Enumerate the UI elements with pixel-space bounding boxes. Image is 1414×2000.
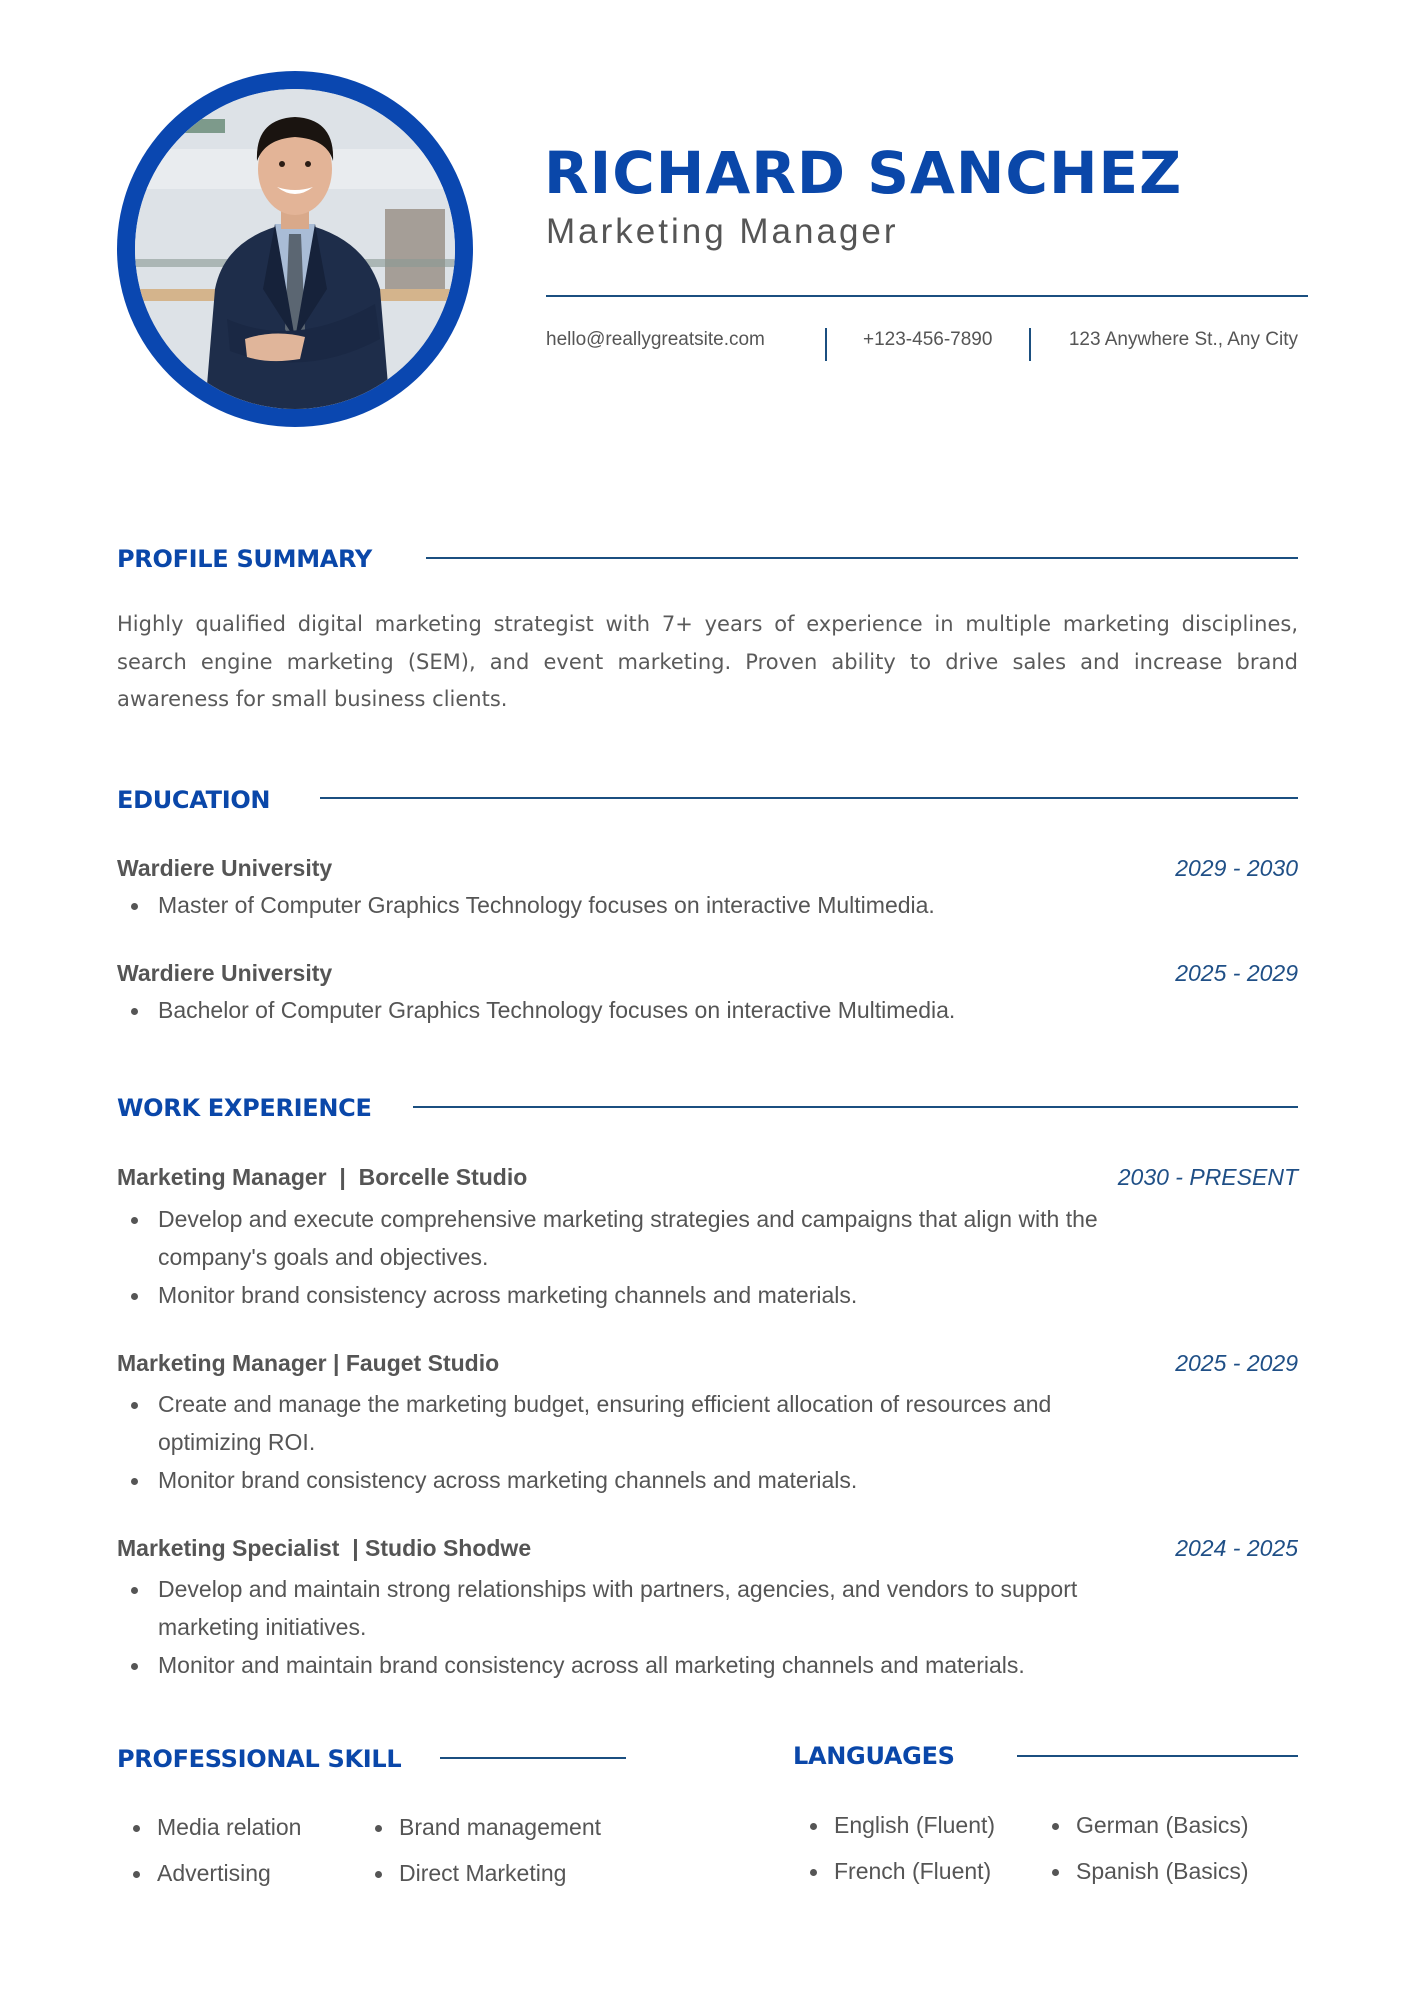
header-divider bbox=[546, 295, 1308, 297]
education-dates: 2025 - 2029 bbox=[1175, 960, 1298, 986]
language-item: French (Fluent) bbox=[810, 1852, 1052, 1890]
skill-item: Media relation bbox=[133, 1808, 375, 1846]
list-item: Master of Computer Graphics Technology focuses on interactive Multimedia. bbox=[117, 886, 935, 924]
job-title: Marketing Manager | Fauget Studio bbox=[117, 1350, 500, 1376]
skill-item: Advertising bbox=[133, 1854, 375, 1892]
job-bullets bbox=[117, 1570, 1117, 1684]
section-heading-languages: LANGUAGES bbox=[793, 1742, 955, 1770]
languages-list bbox=[810, 1806, 1294, 1890]
job-bullets bbox=[117, 1385, 1117, 1499]
list-item: Monitor brand consistency across marketing channels and materials. bbox=[117, 1461, 1117, 1499]
language-item: English (Fluent) bbox=[810, 1806, 1052, 1844]
candidate-name: RICHARD SANCHEZ bbox=[544, 139, 1183, 207]
profile-photo-frame bbox=[117, 71, 473, 427]
profile-summary-text: Highly qualified digital marketing strategist with 7+ years of experience in multiple marketing disciplines, search engine marketing (SEM), and event marketing. Proven ability to drive sales and increase brand awareness for small business clients. bbox=[117, 612, 1298, 711]
section-heading-skills: PROFESSIONAL SKILL bbox=[117, 1745, 402, 1773]
education-school: Wardiere University bbox=[117, 855, 333, 881]
job-dates: 2024 - 2025 bbox=[1175, 1535, 1298, 1561]
education-bullets bbox=[117, 991, 955, 1029]
list-item: Monitor and maintain brand consistency across all marketing channels and materials. bbox=[117, 1646, 1117, 1684]
section-heading-work: WORK EXPERIENCE bbox=[117, 1094, 372, 1122]
education-school: Wardiere University bbox=[117, 960, 333, 986]
education-dates: 2029 - 2030 bbox=[1175, 855, 1298, 881]
list-item: Monitor brand consistency across marketing channels and materials. bbox=[117, 1276, 1117, 1314]
language-item: Spanish (Basics) bbox=[1052, 1852, 1294, 1890]
list-item: Create and manage the marketing budget, ensuring efficient allocation of resources and optimizing ROI. bbox=[117, 1385, 1117, 1461]
language-item: German (Basics) bbox=[1052, 1806, 1294, 1844]
skill-item: Direct Marketing bbox=[375, 1854, 617, 1892]
contact-separator bbox=[825, 328, 827, 361]
profile-photo bbox=[135, 89, 455, 409]
skills-list bbox=[133, 1808, 617, 1892]
section-rule bbox=[413, 1106, 1298, 1108]
list-item: Develop and execute comprehensive marketing strategies and campaigns that align with the company's goals and objectives. bbox=[117, 1200, 1117, 1276]
section-heading-profile: PROFILE SUMMARY bbox=[117, 545, 373, 573]
candidate-title: Marketing Manager bbox=[546, 212, 899, 251]
section-rule bbox=[320, 797, 1298, 799]
contact-email[interactable]: hello@reallygreatsite.com bbox=[546, 329, 765, 350]
job-title: Marketing Manager | Borcelle Studio bbox=[117, 1164, 528, 1190]
contact-address: 123 Anywhere St., Any City bbox=[1068, 329, 1298, 350]
section-heading-education: EDUCATION bbox=[117, 786, 271, 814]
portrait-illustration bbox=[135, 89, 455, 409]
section-rule bbox=[440, 1757, 626, 1759]
job-title: Marketing Specialist | Studio Shodwe bbox=[117, 1535, 532, 1561]
contact-phone[interactable]: +123-456-7890 bbox=[863, 329, 993, 350]
list-item: Develop and maintain strong relationships with partners, agencies, and vendors to support marketing initiatives. bbox=[117, 1570, 1117, 1646]
contact-separator bbox=[1029, 328, 1031, 361]
section-rule bbox=[426, 557, 1298, 559]
section-rule bbox=[1017, 1755, 1298, 1757]
list-item: Bachelor of Computer Graphics Technology focuses on interactive Multimedia. bbox=[117, 991, 955, 1029]
skill-item: Brand management bbox=[375, 1808, 617, 1846]
job-dates: 2025 - 2029 bbox=[1175, 1350, 1298, 1376]
education-bullets bbox=[117, 886, 935, 924]
job-dates: 2030 - PRESENT bbox=[1117, 1164, 1298, 1190]
job-bullets bbox=[117, 1200, 1117, 1314]
